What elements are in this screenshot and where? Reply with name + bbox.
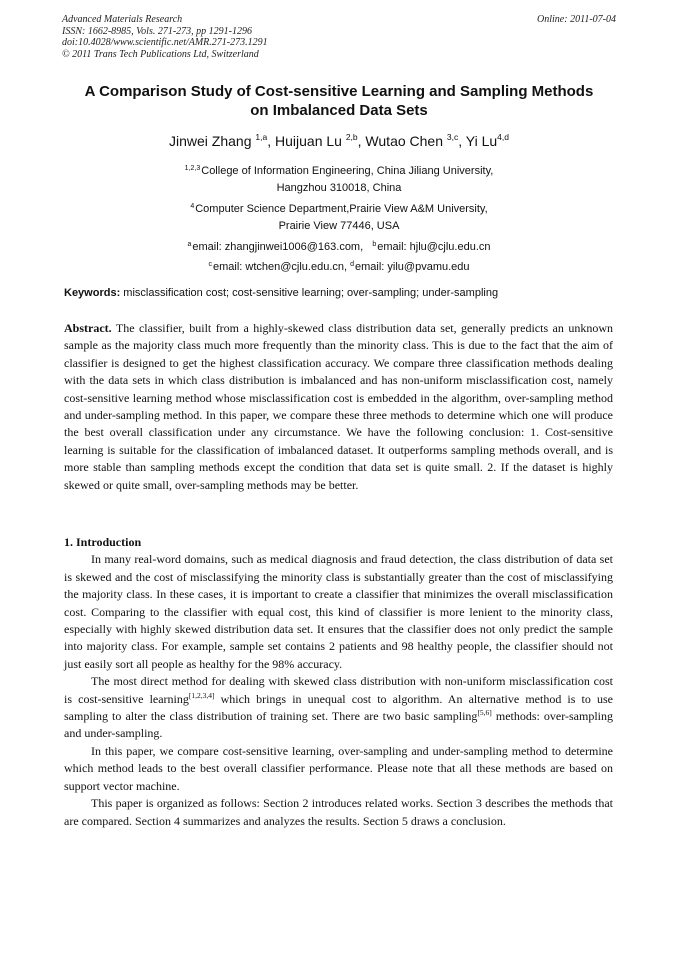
journal-name: Advanced Materials Research	[62, 14, 183, 25]
abstract-label: Abstract.	[64, 321, 112, 335]
intro-paragraph-2	[64, 673, 613, 743]
email-sup: b	[372, 240, 377, 248]
email-a: email: zhangjinwei1006@163.com,	[192, 240, 364, 253]
section-heading: 1. Introduction	[64, 535, 142, 549]
paragraph-text: which brings in unequal cost to algorithm. An alternative method is to use sampling to alter the class distribution of training set. There are two basic sampling	[64, 691, 614, 724]
online-date: Online: 2011-07-04	[537, 14, 616, 25]
doi-line: doi:10.4028/www.scientific.net/AMR.271-273.1291	[62, 37, 268, 48]
author-sup: 4,d	[497, 132, 509, 142]
email-sup: c	[208, 261, 212, 269]
email-sup: a	[187, 240, 192, 248]
issn-line: ISSN: 1662-8985, Vols. 271-273, pp 1291-1296	[62, 25, 252, 37]
affiliation-text: College of Information Engineering, China Jiliang University,	[201, 165, 494, 177]
email-d: email: yilu@pvamu.edu	[355, 261, 470, 274]
abstract-text: The classifier, built from a highly-skewed class distribution data set, generally predicts an unknown sample as the majority class much more frequently than the minority class. This is due to the fact that the aim of classifier is designed to get the highest classification accuracy. We compare three classification methods dealing with the data sets in which class distribution is imbalanced and has non-uniform misclassification cost, namely cost-sensitive learning method whose misclassification cost is embedded in the algorithm, over-sampling method and under-sampling method. In this paper, we compare these three methods to determine which one will produce the best overall classification under any circumstance. We have the following conclusion: 1. Cost-sensitive learning is suitable for the classification of imbalanced dataset. It outperforms sampling methods overall, and is more stable than sampling methods except the condition that data set is quite small. 2. If the dataset is highly skewed or quite small, over-sampling methods may be better.	[64, 321, 613, 492]
author-sup: 3,c	[446, 132, 459, 142]
title-line-2: on Imbalanced Data Sets	[250, 102, 428, 119]
affiliation-4	[40, 198, 638, 218]
author-name: , Wutao Chen	[357, 133, 447, 149]
author-name: , Yi Lu	[458, 133, 498, 149]
keywords-text: misclassification cost; cost-sensitive learning; over-sampling; under-sampling	[120, 287, 499, 299]
affiliation-sup: 4	[190, 202, 195, 210]
intro-paragraph-1: In many real-word domains, such as medical diagnosis and fraud detection, the class distribution of data set is skewed and the cost of misclassifying the minority class is substantially greater than the cost of misclassifying the majority class. In these cases, it is important to create a classifier that minimizes the overall misclassification cost. Comparing to the classifier with equal cost, this kind of classifier is more lenient to the minority class, especially with highly skewed distribution data set. It ensures that the classifier does not only predict the sample into majority class. For example, sample set contains 2 patients and 98 healthy people, the classifier should not just easily sort all people as healthy for the 98% accuracy.	[64, 552, 613, 671]
intro-paragraph-3: In this paper, we compare cost-sensitive learning, over-sampling and under-sampling method to determine which method leads to the best overall classifier performance. Please note that all these methods are based on support vector machine.	[64, 743, 613, 793]
abstract-paragraph	[64, 320, 613, 494]
title-line-1: A Comparison Study of Cost-sensitive Learning and Sampling Methods	[84, 83, 594, 100]
email-sup: d	[350, 261, 355, 269]
paragraph-text: methods: over-sampling and under-sampling.	[64, 709, 614, 741]
author-list	[40, 128, 638, 150]
affiliation-4-city: Prairie View 77446, USA	[278, 220, 400, 233]
author-name: , Huijuan Lu	[267, 133, 346, 149]
affiliation-1-city: Hangzhou 310018, China	[276, 182, 402, 195]
paragraph-text: The most direct method for dealing with skewed class distribution with non-uniform misclassification cost is cost-sensitive learning	[64, 674, 613, 706]
citation: [1,2,3,4]	[188, 690, 215, 700]
author-sup: 1,a	[255, 132, 268, 142]
copyright-line: © 2011 Trans Tech Publications Ltd, Switzerland	[62, 48, 259, 60]
journal-header	[62, 14, 616, 60]
abstract	[64, 320, 613, 494]
citation: [5,6]	[477, 708, 492, 718]
email-line-1	[40, 236, 638, 256]
paper-title	[40, 82, 638, 120]
affiliation-1	[40, 160, 638, 180]
author-name: Jinwei Zhang	[169, 133, 256, 149]
introduction-section	[64, 534, 613, 830]
keywords-label: Keywords:	[64, 287, 121, 299]
email-b: email: hjlu@cjlu.edu.cn	[377, 240, 491, 253]
affiliation-sup: 1,2,3	[184, 165, 201, 172]
affiliation-text: Computer Science Department,Prairie View A&M University,	[195, 202, 488, 215]
intro-paragraph-4: This paper is organized as follows: Section 2 introduces related works. Section 3 describes the methods that are compared. Section 4 summarizes and analyzes the results. Section 5 draws a conclusion.	[64, 796, 613, 828]
affiliations	[40, 160, 638, 276]
keywords	[64, 286, 624, 301]
author-sup: 2,b	[345, 132, 358, 142]
email-c: email: wtchen@cjlu.edu.cn,	[212, 261, 348, 274]
email-line-2	[40, 256, 638, 276]
